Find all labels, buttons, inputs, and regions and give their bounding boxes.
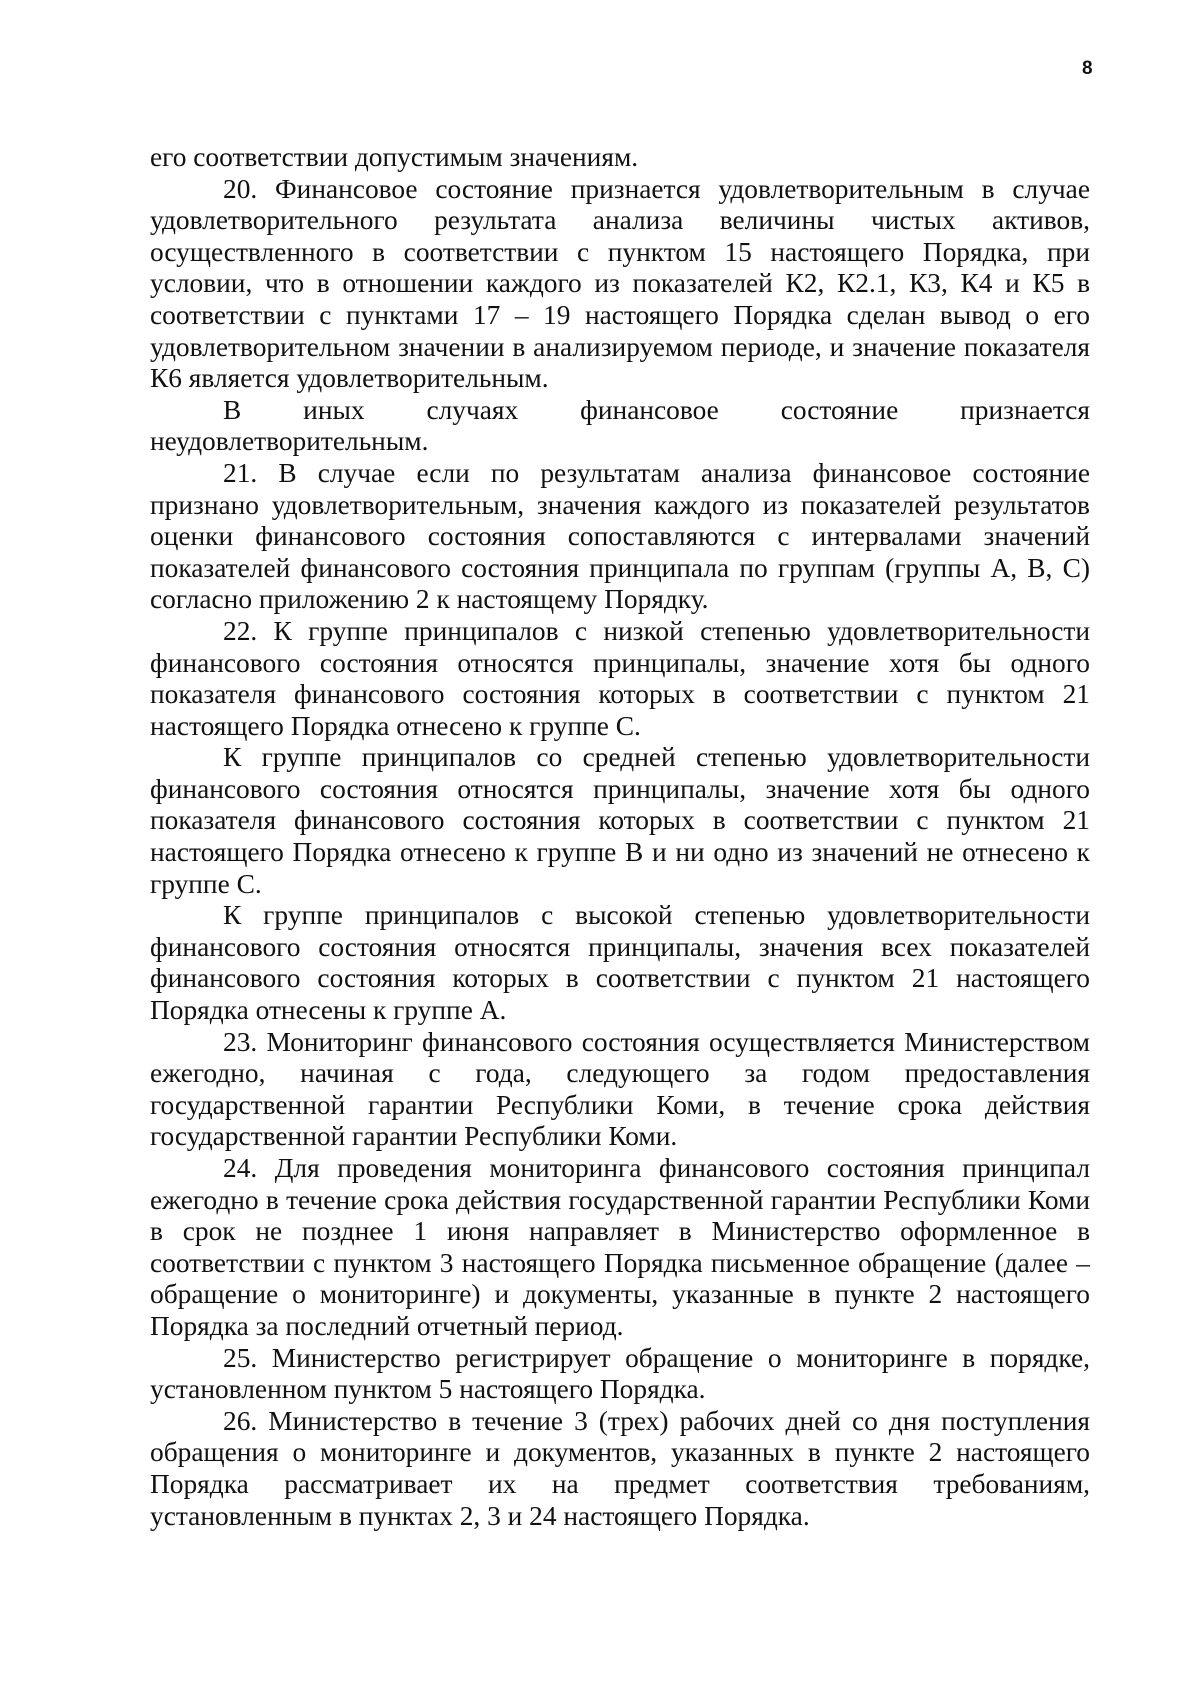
paragraph-continuation: его соответствии допустимым значениям. bbox=[150, 142, 639, 172]
paragraph-20: 20. Финансовое состояние признается удовлетворительным в случае удовлетворительного результата анализа величины чистых активов, осуществленного в соответствии с пунктом 15 настоящего Порядка, при условии, что в отношении каждого из показателей К2, К2.1, К3, К4 и К5 в соответствии с пунктами 17 – 19 настоящего Порядка сделан вывод о его удовлетворительном значении в анализируемом периоде, и значение показателя К6 является удовлетворительным. bbox=[150, 173, 1090, 394]
page-number: 8 bbox=[1082, 58, 1093, 79]
paragraph-22: 22. К группе принципалов с низкой степенью удовлетворительности финансового состояния относятся принципалы, значение хотя бы одного показателя финансового состояния которых в соответствии с пунктом 21 настоящего Порядка отнесено к группе С. bbox=[150, 615, 1090, 741]
paragraph-23: 23. Мониторинг финансового состояния осуществляется Министерством ежегодно, начиная с года, следующего за годом предоставления государственной гарантии Республики Коми, в течение срока действия государственной гарантии Республики Коми. bbox=[150, 1026, 1090, 1152]
paragraph-24: 24. Для проведения мониторинга финансового состояния принципал ежегодно в течение срока действия государственной гарантии Республики Коми в срок не позднее 1 июня направляет в Министерство оформленное в соответствии с пунктом 3 настоящего Порядка письменное обращение (далее – обращение о мониторинге) и документы, указанные в пункте 2 настоящего Порядка за последний отчетный период. bbox=[150, 1153, 1090, 1341]
paragraph-26: 26. Министерство в течение 3 (трех) рабочих дней со дня поступления обращения о мониторинге и документов, указанных в пункте 2 настоящего Порядка рассматривает их на предмет соответствия требованиям, установленным в пунктах 2, 3 и 24 настоящего Порядка. bbox=[150, 1405, 1090, 1531]
paragraph-21: 21. В случае если по результатам анализа финансовое состояние признано удовлетворительным, значения каждого из показателей результатов оценки финансового состояния сопоставляются с интервалами значений показателей финансового состояния принципала по группам (группы А, В, С) согласно приложению 2 к настоящему Порядку. bbox=[150, 457, 1090, 615]
paragraph-20-other-cases: В иных случаях финансовое состояние признается неудовлетворительным. bbox=[150, 394, 1090, 457]
paragraph-25: 25. Министерство регистрирует обращение о мониторинге в порядке, установленном пунктом 5 настоящего Порядка. bbox=[150, 1342, 1090, 1405]
document-body bbox=[150, 142, 1090, 1532]
paragraph-22-medium-group: К группе принципалов со средней степенью удовлетворительности финансового состояния относятся принципалы, значение хотя бы одного показателя финансового состояния которых в соответствии с пунктом 21 настоящего Порядка отнесено к группе В и ни одно из значений не отнесено к группе С. bbox=[150, 742, 1090, 899]
paragraph-22-high-group: К группе принципалов с высокой степенью удовлетворительности финансового состояния относятся принципалы, значения всех показателей финансового состояния которых в соответствии с пунктом 21 настоящего Порядка отнесены к группе А. bbox=[150, 900, 1090, 1026]
